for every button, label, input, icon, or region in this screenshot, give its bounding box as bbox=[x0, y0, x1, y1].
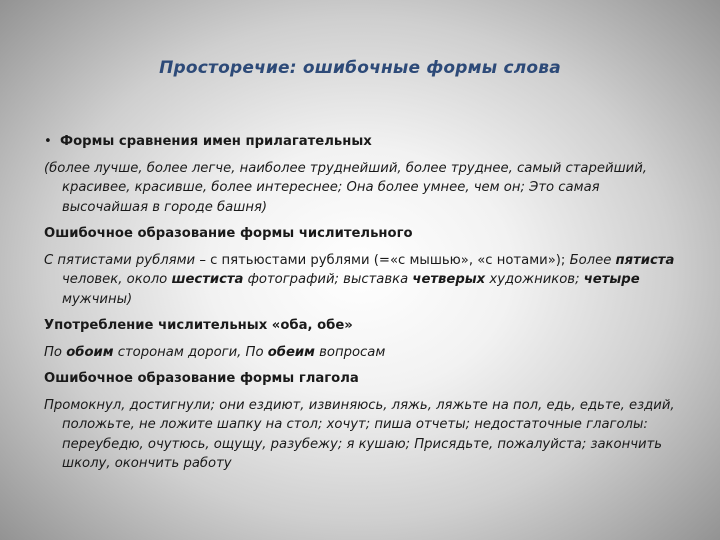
text-segment: Более bbox=[569, 252, 616, 268]
slide-title: Просторечие: ошибочные формы слова bbox=[159, 58, 561, 78]
text-segment: художников; bbox=[485, 272, 584, 287]
text-segment: сторонам дороги, По bbox=[113, 344, 268, 360]
heading-numeral-formation: Ошибочное образование формы числительного bbox=[44, 226, 413, 241]
bullet-item bbox=[44, 132, 684, 152]
text-segment: с пятьюстами рублями (=«с мышью», «с нотами»); bbox=[210, 252, 570, 268]
paragraph-verb-examples: Промокнул, достигнули; они ездиют, извиняюсь, ляжь, ляжьте на пол, едь, едьте, ездий, положьте, не ложите шапку на стол; хочут; пиша отчеты; недостаточные глаголы: переубедю, очутюсь, ощущу, разубежу; я кушаю; Присядьте, пожалуйста; закончить школу, окончить работу bbox=[44, 397, 675, 471]
text-segment: С пятистами рублями – bbox=[44, 252, 211, 268]
paragraph-oba-obe-examples bbox=[44, 343, 684, 363]
heading-verb-formation: Ошибочное образование формы глагола bbox=[44, 371, 359, 386]
text-segment: человек, около bbox=[62, 272, 172, 287]
text-segment: мужчины) bbox=[62, 291, 133, 307]
text-segment-bold: обоим bbox=[66, 344, 114, 360]
text-segment-bold: обеим bbox=[267, 344, 315, 360]
heading-adjective-comparison: Формы сравнения имен прилагательных bbox=[60, 134, 372, 149]
bullet-icon: • bbox=[44, 134, 52, 149]
text-segment: По bbox=[44, 344, 67, 360]
text-segment: фотографий; выставка bbox=[243, 272, 413, 287]
paragraph-adjective-examples: (более лучше, более легче, наиболее труднейший, более труднее, самый старейший, красивее, красивше, более интереснее; Она более умнее, чем он; Это самая высочайшая в городе башня) bbox=[44, 160, 647, 215]
text-segment-bold: четыре bbox=[583, 272, 640, 287]
text-segment-bold: пятиста bbox=[615, 252, 675, 268]
heading-oba-obe: Употребление числительных «оба, обе» bbox=[44, 318, 353, 333]
text-segment-bold: шестиста bbox=[171, 272, 244, 287]
text-segment: вопросам bbox=[314, 344, 386, 360]
text-segment-bold: четверых bbox=[412, 272, 486, 287]
slide-content bbox=[44, 132, 684, 481]
paragraph-numeral-examples bbox=[44, 251, 684, 310]
